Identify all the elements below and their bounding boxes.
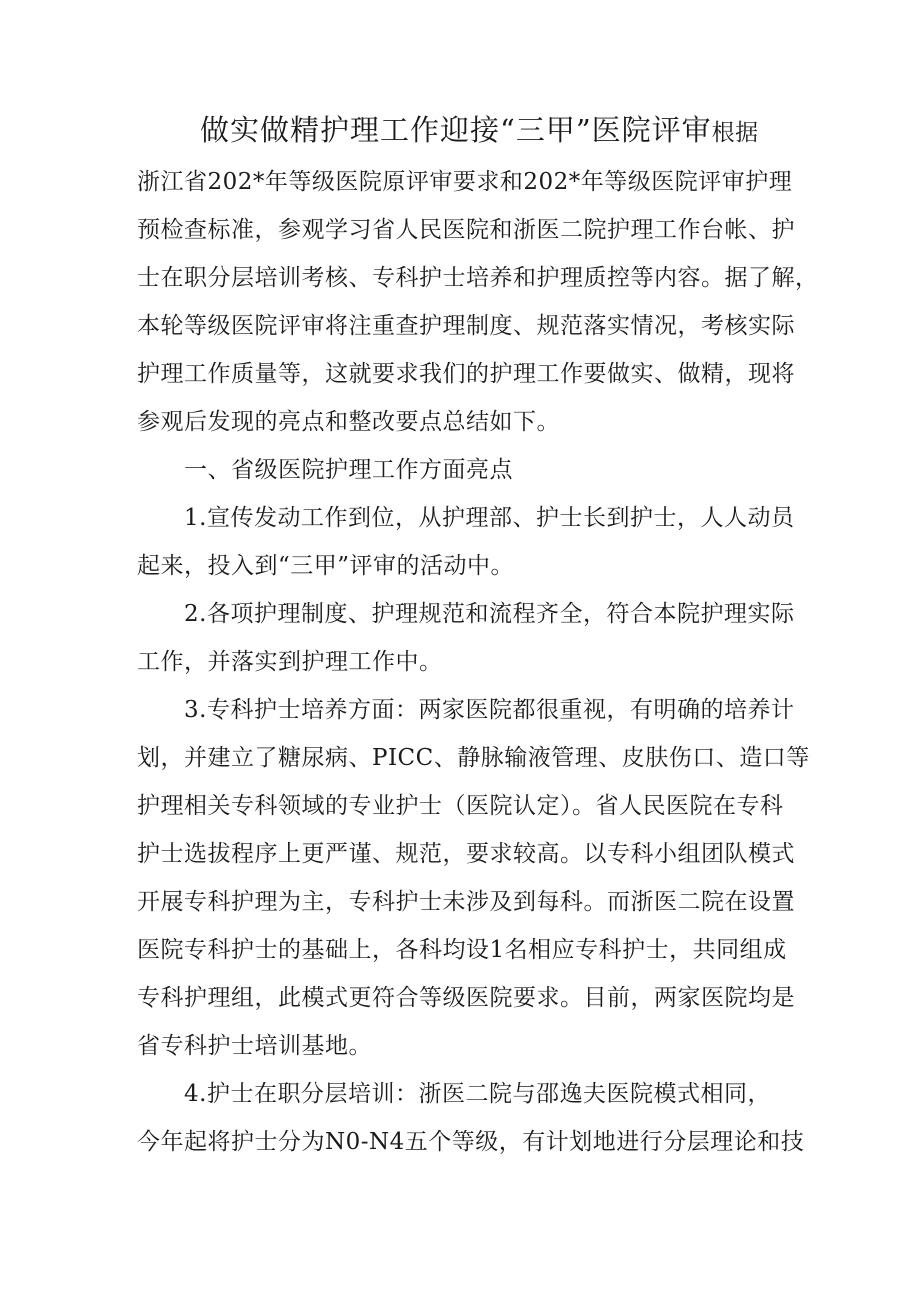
document-title-line [200, 112, 759, 151]
body-line: 护理相关专科领域的专业护士（医院认定）。省人民医院在专科 [137, 793, 784, 819]
document-title: 做实做精护理工作迎接“三甲”医院评审 [200, 113, 712, 147]
body-line: 本轮等级医院评审将注重查护理制度、规范落实情况，考核实际 [137, 313, 795, 339]
body-line: 护理工作质量等，这就要求我们的护理工作要做实、做精，现将 [137, 361, 795, 387]
body-line: 划，并建立了糖尿病、PICC、静脉输液管理、皮肤伤口、造口等 [137, 745, 810, 771]
body-line: 3.专科护士培养方面：两家医院都很重视，有明确的培养计 [184, 697, 795, 723]
body-line: 开展专科护理为主，专科护士未涉及到每科。而浙医二院在设置 [137, 889, 795, 915]
body-line: 士在职分层培训考核、专科护士培养和护理质控等内容。据了解， [137, 265, 819, 291]
body-line: 4.护士在职分层培训：浙医二院与邵逸夫医院模式相同， [184, 1081, 771, 1107]
body-line: 浙江省202*年等级医院原评审要求和202*年等级医院评审护理 [137, 169, 793, 195]
body-line: 专科护理组，此模式更符合等级医院要求。目前，两家医院均是 [137, 985, 795, 1011]
title-continuation: 根据 [711, 120, 759, 146]
body-line: 2.各项护理制度、护理规范和流程齐全，符合本院护理实际 [184, 601, 795, 627]
body-line: 今年起将护士分为N0-N4五个等级，有计划地进行分层理论和技 [137, 1129, 805, 1155]
body-line: 参观后发现的亮点和整改要点总结如下。 [137, 409, 560, 435]
body-line: 医院专科护士的基础上，各科均设1名相应专科护士，共同组成 [137, 937, 787, 963]
section-heading: 一、省级医院护理工作方面亮点 [184, 457, 513, 483]
body-line: 起来，投入到“三甲”评审的活动中。 [137, 553, 515, 579]
body-line: 1.宣传发动工作到位，从护理部、护士长到护士，人人动员 [184, 505, 795, 531]
body-line: 护士选拔程序上更严谨、规范，要求较高。以专科小组团队模式 [137, 841, 795, 867]
body-line: 省专科护士培训基地。 [137, 1033, 372, 1059]
body-line: 工作，并落实到护理工作中。 [137, 649, 443, 675]
body-line: 预检查标准，参观学习省人民医院和浙医二院护理工作台帐、护 [137, 217, 795, 243]
